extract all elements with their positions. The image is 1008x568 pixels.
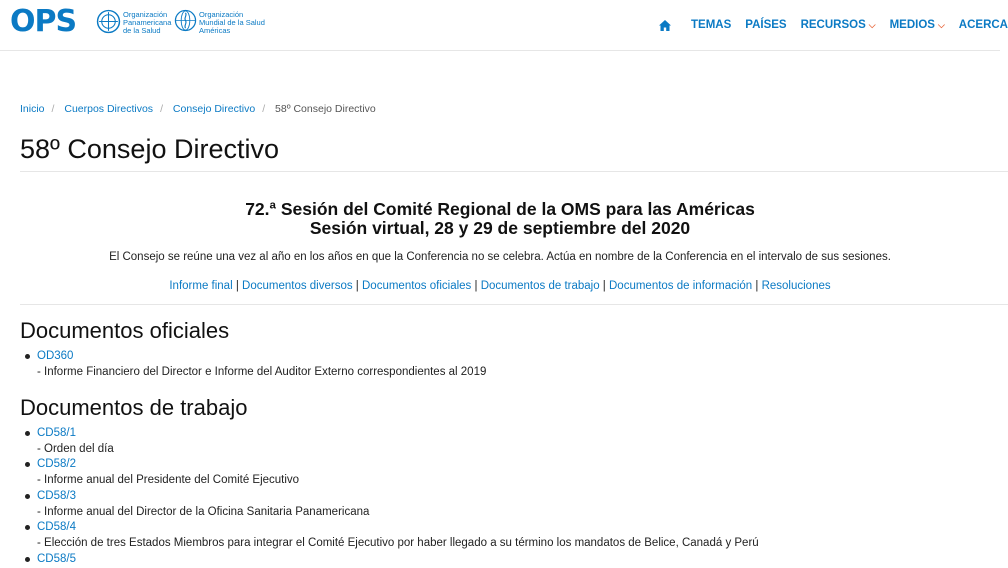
- nav-recursos[interactable]: RECURSOS ⌵: [800, 19, 876, 31]
- list-item: [20, 552, 759, 568]
- divider: [20, 171, 1008, 172]
- link-informe-final[interactable]: Informe final: [169, 280, 233, 292]
- doc-link[interactable]: CD58/1: [37, 427, 76, 439]
- doc-link[interactable]: CD58/3: [37, 489, 76, 502]
- doc-list: [20, 426, 759, 567]
- chevron-down-icon: ⌵: [868, 19, 876, 30]
- nav-acerca[interactable]: ACERCA: [958, 19, 1008, 31]
- doc-list: [20, 349, 486, 380]
- section-title: Documentos oficiales: [20, 318, 230, 343]
- session-subtitle: Sesión virtual, 28 y 29 de septiembre del 2020: [309, 218, 691, 238]
- chevron-down-icon: ⌵: [937, 19, 945, 30]
- list-item: [20, 426, 759, 457]
- doc-link[interactable]: CD58/4: [37, 521, 76, 534]
- ops-logo-text: OPS: [10, 4, 77, 39]
- link-documentos-diversos[interactable]: Documentos diversos: [242, 280, 353, 292]
- breadcrumb-consejo-directivo[interactable]: Consejo Directivo: [172, 103, 256, 115]
- nav-medios[interactable]: MEDIOS ⌵: [889, 19, 945, 31]
- doc-link[interactable]: CD58/5: [37, 552, 76, 565]
- divider: [20, 304, 1008, 305]
- who-emblem-icon: [174, 9, 197, 32]
- nav-temas[interactable]: TEMAS: [691, 19, 732, 31]
- link-resoluciones[interactable]: Resoluciones: [761, 280, 831, 292]
- section-documentos-de-trabajo: [20, 395, 759, 567]
- home-icon[interactable]: [659, 20, 671, 31]
- breadcrumb: Inicio / Cuerpos Directivos / Consejo Directivo / 58º Consejo Directivo: [20, 103, 376, 115]
- link-documentos-oficiales[interactable]: Documentos oficiales: [362, 280, 472, 292]
- doc-description: - Informe anual del Director de la Oficina Sanitaria Panamericana: [37, 505, 370, 518]
- session-info: [0, 200, 1000, 292]
- who-name: Organización Mundial de la Salud Américas: [199, 10, 265, 35]
- list-item: [20, 349, 486, 380]
- paho-emblem-icon: [96, 9, 121, 34]
- main-nav: [645, 0, 1008, 50]
- doc-description: - Orden del día: [37, 442, 114, 455]
- section-documentos-oficiales: [20, 318, 486, 380]
- session-title: 72.ª Sesión del Comité Regional de la OMS para las Américas: [245, 199, 755, 219]
- doc-description: - Elección de tres Estados Miembros para integrar el Comité Ejecutivo por haber llegado a su término los mandatos de Belice, Canadá y Perú: [37, 536, 759, 549]
- doc-link[interactable]: CD58/2: [37, 458, 76, 471]
- list-item: [20, 489, 759, 520]
- doc-description: - Informe Financiero del Director e Informe del Auditor Externo correspondientes al 2019: [37, 365, 487, 378]
- doc-link[interactable]: OD360: [37, 350, 74, 362]
- link-documentos-de-trabajo[interactable]: Documentos de trabajo: [480, 280, 600, 292]
- page-title: 58º Consejo Directivo: [20, 134, 279, 164]
- link-documentos-de-informacion[interactable]: Documentos de información: [609, 280, 753, 292]
- session-links: Informe final | Documentos diversos | Documentos oficiales | Documentos de trabajo | Documentos de información | Resoluciones: [169, 280, 831, 292]
- breadcrumb-inicio[interactable]: Inicio: [20, 103, 45, 115]
- session-description: El Consejo se reúne una vez al año en los años en que la Conferencia no se celebra. Actúa en nombre de la Conferencia en el intervalo de sus sesiones.: [109, 251, 891, 263]
- paho-name: Organización Panamericana de la Salud: [123, 10, 172, 35]
- list-item: [20, 520, 759, 551]
- breadcrumb-cuerpos-directivos[interactable]: Cuerpos Directivos: [64, 103, 154, 115]
- nav-paises[interactable]: PAÍSES: [745, 19, 787, 31]
- doc-description: - Informe anual del Presidente del Comité Ejecutivo: [37, 474, 300, 487]
- section-title: Documentos de trabajo: [20, 395, 248, 420]
- site-header: [0, 0, 1008, 51]
- breadcrumb-current: 58º Consejo Directivo: [275, 103, 376, 115]
- ops-logo[interactable]: [10, 6, 76, 38]
- list-item: [20, 457, 759, 488]
